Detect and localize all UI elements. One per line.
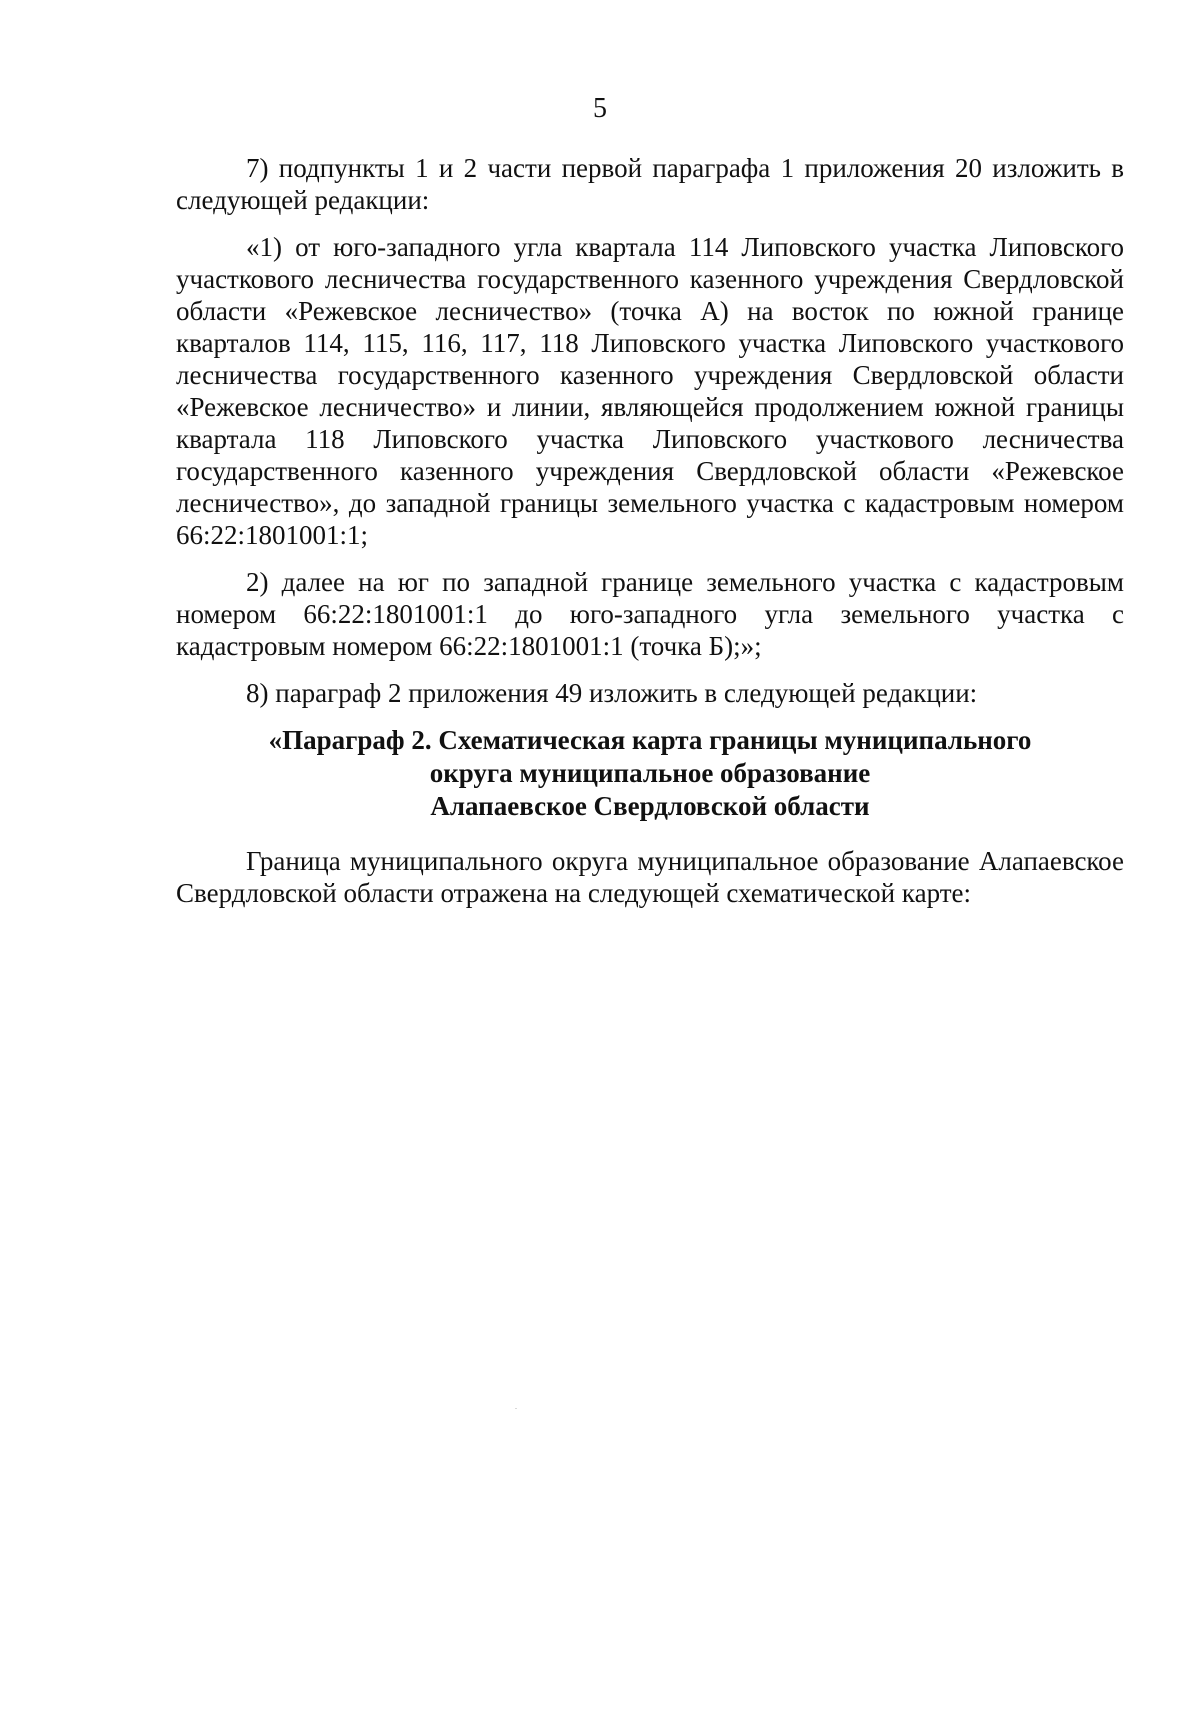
paragraph-subitem-2: 2) далее на юг по западной границе земельного участка с кадастровым номером 66:22:1801001:1 до юго-западного угла земельного участка с кадастровым номером 66:22:1801001:1 (точка Б);»; [176,567,1124,661]
scan-speck [515,1408,517,1409]
section-heading [176,724,1124,823]
paragraph-subitem-1: «1) от юго-западного угла квартала 114 Липовского участка Липовского участкового лесничества государственного казенного учреждения Свердловской области «Режевское лесничество» (точка А) на восток по южной границе кварталов 114, 115, 116, 117, 118 Липовского участка Липовского участкового лесничества государственного казенного учреждения Свердловской области «Режевское лесничество» и линии, являющейся продолжением южной границы квартала 118 Липовского участка Липовского участкового лесничества государственного казенного учреждения Свердловской области «Режевское лесничество», до западной границы земельного участка с кадастровым номером 66:22:1801001:1; [176,232,1124,550]
heading-line-2: округа муниципальное образование [429,758,871,788]
paragraph-item-8: 8) параграф 2 приложения 49 изложить в следующей редакции: [246,678,978,708]
paragraph-item-7: 7) подпункты 1 и 2 части первой параграфа 1 приложения 20 изложить в следующей редакции: [176,153,1124,215]
heading-line-1: «Параграф 2. Схематическая карта границы муниципального [268,725,1032,755]
document-body [176,152,1124,924]
heading-line-3: Алапаевское Свердловской области [430,791,870,821]
paragraph-map-intro: Граница муниципального округа муниципальное образование Алапаевское Свердловской области отражена на следующей схематической карте: [176,846,1124,908]
page-number: 5 [593,93,607,124]
